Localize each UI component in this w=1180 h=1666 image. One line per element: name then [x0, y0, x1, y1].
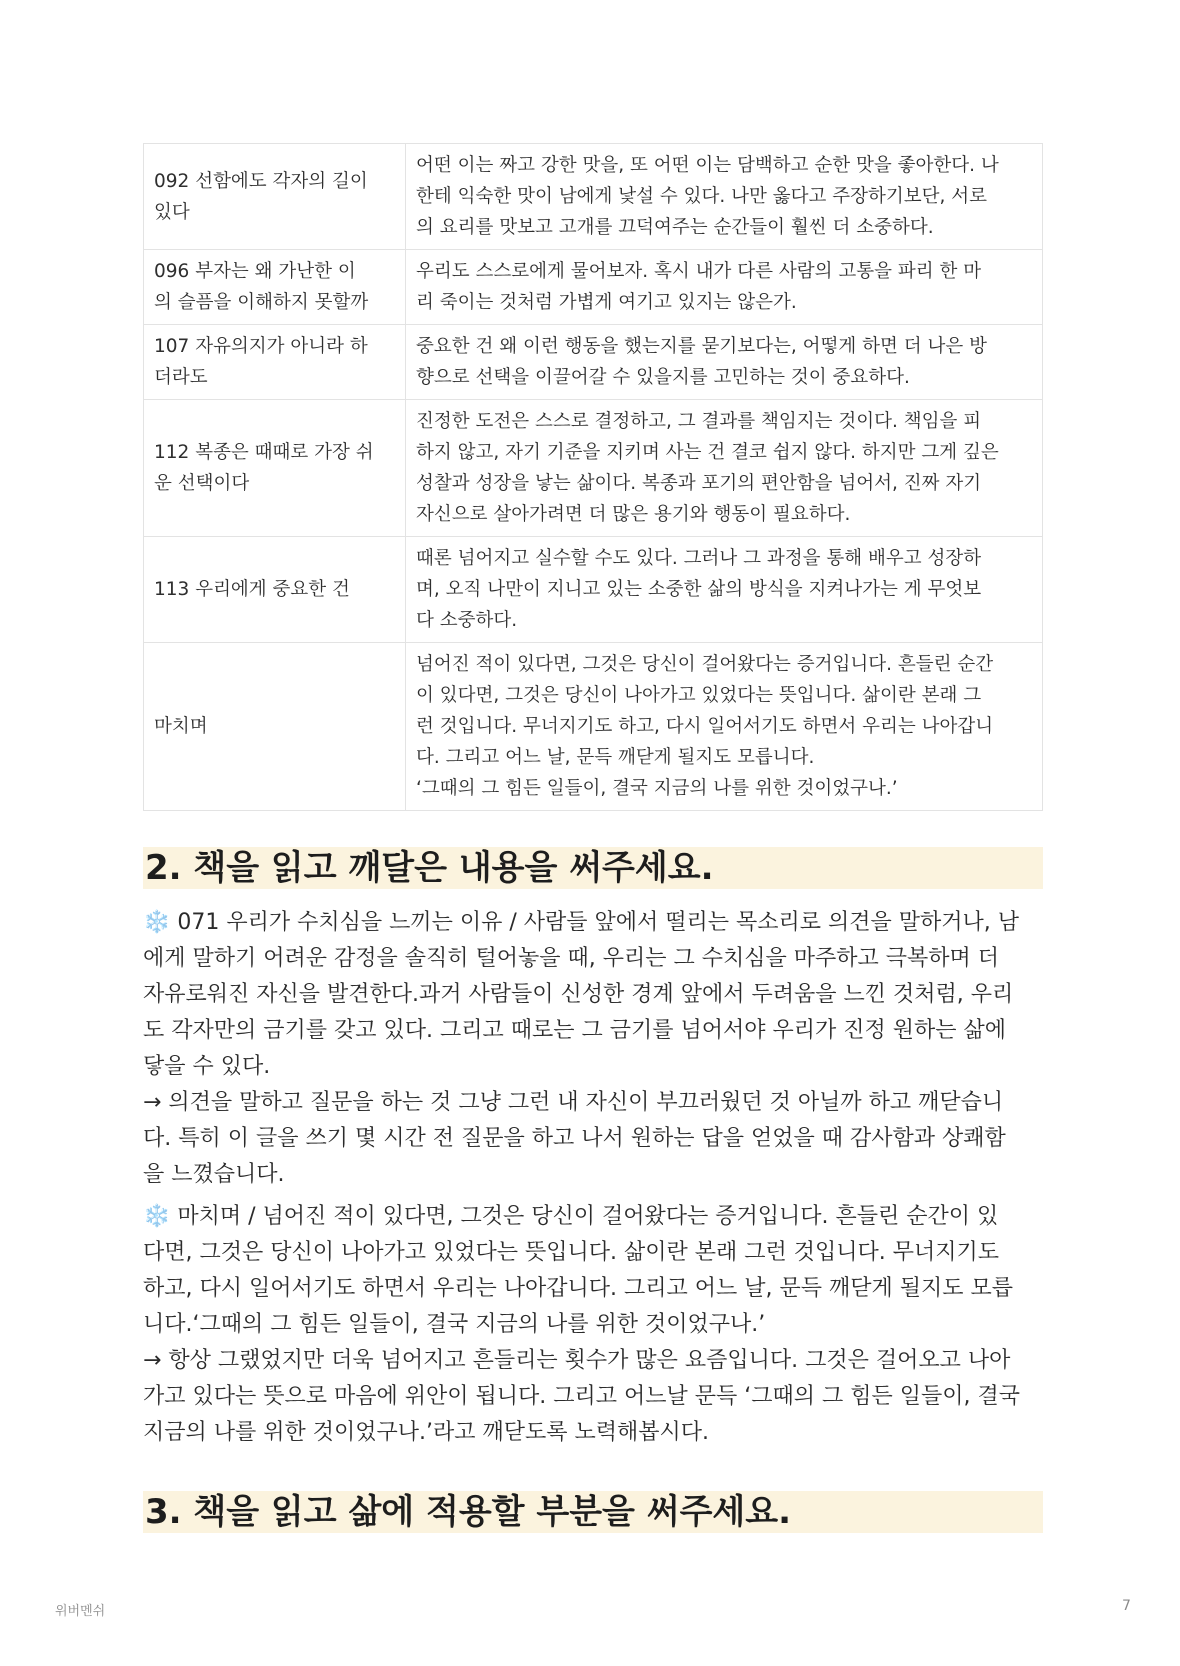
footer-brand: 위버멘쉬: [55, 1604, 106, 1619]
paragraph-text: 가고 있다는 뜻으로 마음에 위안이 됩니다. 그리고 어느날 문득 ‘그때의 그 힘든 일들이, 결국: [143, 1384, 1020, 1409]
chapter-title-cell: [144, 325, 406, 400]
chapter-content-line: 리 죽이는 것처럼 가볍게 여기고 있지는 않은가.: [416, 292, 797, 313]
chapter-content-line: ‘그때의 그 힘든 일들이, 결국 지금의 나를 위한 것이었구나.’: [416, 778, 898, 799]
paragraph-line: [143, 977, 1043, 1013]
chapter-content-line: 때론 넘어지고 실수할 수도 있다. 그러나 그 과정을 통해 배우고 성장하: [416, 548, 982, 569]
paragraph-text: 하고, 다시 일어서기도 하면서 우리는 나아갑니다. 그리고 어느 날, 문득 깨닫게 될지도 모릅: [143, 1276, 1013, 1301]
paragraph-text: 다면, 그것은 당신이 나아가고 있었다는 뜻입니다. 삶이란 본래 그런 것입니다. 무너지기도: [143, 1240, 999, 1265]
chapter-content-line: 성찰과 성장을 낳는 삶이다. 복종과 포기의 편안함을 넘어서, 진짜 자기: [416, 473, 982, 494]
chapter-title-cell: [144, 537, 406, 643]
chapter-title-line: 의 슬픔을 이해하지 못할까: [154, 292, 369, 313]
paragraph-line: [143, 1235, 1043, 1271]
section-2-heading: 2. 책을 읽고 깨달은 내용을 써주세요.: [143, 847, 1043, 889]
chapter-content-line: 다 소중하다.: [416, 610, 518, 631]
chapter-content-line: 런 것입니다. 무너지기도 하고, 다시 일어서기도 하면서 우리는 나아갑니: [416, 716, 994, 737]
paragraph-line: [143, 905, 1043, 941]
chapter-content-line: 의 요리를 맛보고 고개를 끄덕여주는 순간들이 훨씬 더 소중하다.: [416, 217, 934, 238]
paragraph-text: 자유로워진 자신을 발견한다.과거 사람들이 신성한 경계 앞에서 두려움을 느낀 것처럼, 우리: [143, 982, 1014, 1007]
chapter-title-cell: [144, 643, 406, 811]
chapter-content-cell: [406, 537, 1043, 643]
paragraph-line: [143, 1379, 1043, 1415]
chapter-title-line: 운 선택이다: [154, 473, 250, 494]
chapter-title-line: 107 자유의지가 아니라 하: [154, 336, 368, 357]
chapter-title-cell: [144, 400, 406, 537]
page-content: [143, 143, 1043, 1533]
chapter-title-line: 113 우리에게 중요한 건: [154, 579, 350, 600]
chapter-title-cell: [144, 144, 406, 250]
chapter-content-cell: [406, 250, 1043, 325]
paragraph-text: 마치며 / 넘어진 적이 있다면, 그것은 당신이 걸어왔다는 증거입니다. 흔들린 순간이 있: [170, 1204, 999, 1229]
paragraph-text: 을 느꼈습니다.: [143, 1162, 285, 1187]
paragraph-line: [143, 1271, 1043, 1307]
snowflake-icon: ❄️: [143, 1204, 171, 1229]
reflection-paragraph: [143, 1199, 1043, 1451]
chapter-title-line: 마치며: [154, 716, 208, 737]
chapter-content-line: 다. 그리고 어느 날, 문득 깨닫게 될지도 모릅니다.: [416, 747, 815, 768]
paragraph-line: [143, 1085, 1043, 1121]
paragraph-text: 다. 특히 이 글을 쓰기 몇 시간 전 질문을 하고 나서 원하는 답을 얻었을 때 감사함과 상쾌함: [143, 1126, 1006, 1151]
table-row: [144, 250, 1043, 325]
section-3-heading: 3. 책을 읽고 삶에 적용할 부분을 써주세요.: [143, 1491, 1043, 1533]
chapter-content-line: 하지 않고, 자기 기준을 지키며 사는 건 결코 쉽지 않다. 하지만 그게 깊은: [416, 442, 999, 463]
paragraph-text: → 항상 그랬었지만 더욱 넘어지고 흔들리는 횟수가 많은 요즘입니다. 그것은 걸어오고 나아: [143, 1348, 1011, 1373]
paragraph-text: → 의견을 말하고 질문을 하는 것 그냥 그런 내 자신이 부끄러웠던 것 아닐까 하고 깨닫습니: [143, 1090, 1004, 1115]
chapter-content-line: 진정한 도전은 스스로 결정하고, 그 결과를 책임지는 것이다. 책임을 피: [416, 411, 982, 432]
chapter-title-line: 있다: [154, 201, 190, 223]
chapter-content-line: 넘어진 적이 있다면, 그것은 당신이 걸어왔다는 증거입니다. 흔들린 순간: [416, 654, 994, 675]
chapter-content-cell: [406, 325, 1043, 400]
table-row: [144, 144, 1043, 250]
chapter-title-line: 더라도: [154, 367, 208, 388]
chapter-title-line: 096 부자는 왜 가난한 이: [154, 261, 356, 282]
paragraph-text: 에게 말하기 어려운 감정을 솔직히 털어놓을 때, 우리는 그 수치심을 마주하고 극복하며 더: [143, 946, 999, 971]
snowflake-icon: ❄️: [143, 910, 171, 935]
chapter-content-line: 한테 익숙한 맛이 남에게 낯설 수 있다. 나만 옳다고 주장하기보단, 서로: [416, 186, 987, 207]
reflection-paragraph: [143, 905, 1043, 1193]
paragraph-line: [143, 1199, 1043, 1235]
chapter-title-line: 112 복종은 때때로 가장 쉬: [154, 442, 374, 463]
chapter-summary-table: [143, 143, 1043, 811]
paragraph-text: 니다.‘그때의 그 힘든 일들이, 결국 지금의 나를 위한 것이었구나.’: [143, 1312, 766, 1337]
chapter-content-line: 자신으로 살아가려면 더 많은 용기와 행동이 필요하다.: [416, 504, 851, 525]
paragraph-text: 닿을 수 있다.: [143, 1054, 271, 1079]
paragraph-line: [143, 1307, 1043, 1343]
paragraph-text: 071 우리가 수치심을 느끼는 이유 / 사람들 앞에서 떨리는 목소리로 의견을 말하거나, 남: [170, 910, 1020, 935]
chapter-content-line: 향으로 선택을 이끌어갈 수 있을지를 고민하는 것이 중요하다.: [416, 367, 910, 388]
paragraph-line: [143, 1343, 1043, 1379]
chapter-title-cell: [144, 250, 406, 325]
chapter-content-cell: [406, 400, 1043, 537]
chapter-content-line: 며, 오직 나만이 지니고 있는 소중한 삶의 방식을 지켜나가는 게 무엇보: [416, 579, 982, 600]
chapter-content-line: 어떤 이는 짜고 강한 맛을, 또 어떤 이는 담백하고 순한 맛을 좋아한다. 나: [416, 155, 999, 176]
table-row: [144, 400, 1043, 537]
paragraph-line: [143, 1013, 1043, 1049]
paragraph-line: [143, 1121, 1043, 1157]
chapter-content-cell: [406, 643, 1043, 811]
paragraph-text: 도 각자만의 금기를 갖고 있다. 그리고 때로는 그 금기를 넘어서야 우리가 진정 원하는 삶에: [143, 1018, 1006, 1043]
chapter-content-line: 이 있다면, 그것은 당신이 나아가고 있었다는 뜻입니다. 삶이란 본래 그: [416, 685, 982, 706]
table-body: [144, 144, 1043, 811]
chapter-content-line: 중요한 건 왜 이런 행동을 했는지를 묻기보다는, 어떻게 하면 더 나은 방: [416, 336, 987, 357]
paragraph-text: 지금의 나를 위한 것이었구나.’라고 깨닫도록 노력해봅시다.: [143, 1420, 709, 1445]
paragraph-line: [143, 1049, 1043, 1085]
page-number: 7: [1122, 1598, 1131, 1614]
section-2-body: [143, 905, 1043, 1451]
chapter-content-cell: [406, 144, 1043, 250]
table-row: [144, 325, 1043, 400]
table-row: [144, 643, 1043, 811]
paragraph-line: [143, 1415, 1043, 1451]
table-row: [144, 537, 1043, 643]
chapter-content-line: 우리도 스스로에게 물어보자. 혹시 내가 다른 사람의 고통을 파리 한 마: [416, 261, 982, 282]
paragraph-line: [143, 1157, 1043, 1193]
chapter-title-line: 092 선함에도 각자의 길이: [154, 170, 368, 192]
paragraph-line: [143, 941, 1043, 977]
